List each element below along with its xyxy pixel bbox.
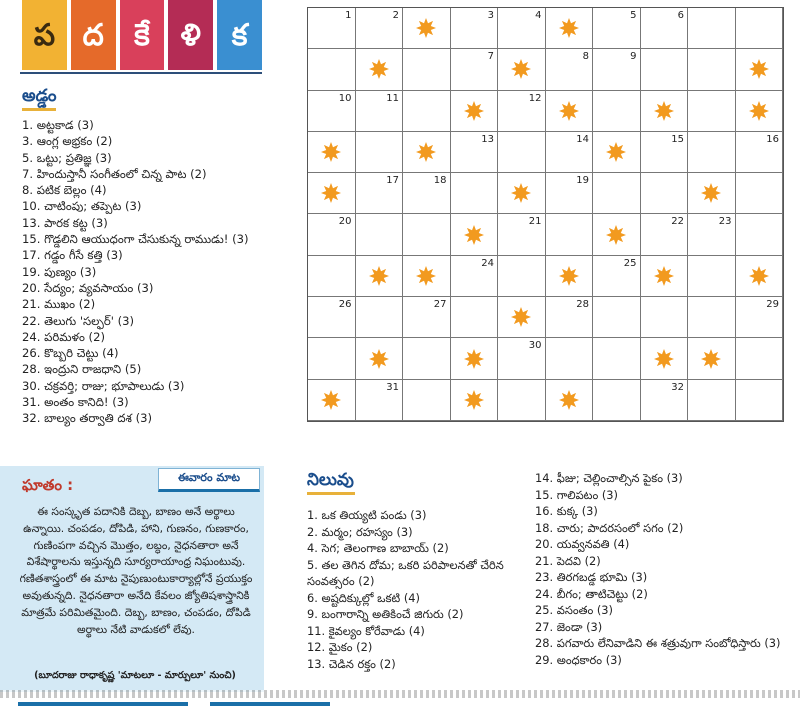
clue-number: 11 bbox=[386, 92, 399, 104]
grid-cell[interactable] bbox=[451, 297, 499, 338]
star-cell bbox=[641, 91, 689, 132]
clue-number: 15 bbox=[671, 133, 684, 145]
title-tile: ప bbox=[22, 0, 67, 70]
clue-number: 21 bbox=[528, 216, 542, 228]
grid-cell[interactable] bbox=[593, 49, 641, 90]
star-cell bbox=[403, 8, 451, 49]
star-cell bbox=[688, 338, 736, 379]
star-cell bbox=[546, 256, 594, 297]
word-of-week-tag: ఈవారం మాట bbox=[158, 468, 260, 492]
across-clue: 10. చాటింపు; తప్పెట (3) bbox=[22, 199, 142, 214]
word-of-week-source: (బూదరాజు రాధాకృష్ణ 'మాటలూ - మార్పులూ' నుంచి) bbox=[34, 670, 236, 681]
clue-number: 1 bbox=[345, 10, 352, 21]
grid-cell[interactable] bbox=[403, 380, 451, 421]
star-icon bbox=[749, 101, 769, 121]
bottom-bar bbox=[210, 702, 330, 706]
clue-number: 25 bbox=[623, 257, 637, 269]
down-clue: 21. పెదవి (2) bbox=[535, 553, 601, 568]
clue-number: 14 bbox=[576, 133, 589, 145]
grid-cell[interactable] bbox=[498, 380, 546, 421]
star-icon bbox=[369, 349, 389, 369]
star-icon bbox=[416, 18, 436, 38]
star-cell bbox=[546, 8, 594, 49]
down-heading-underline bbox=[307, 492, 355, 495]
grid-cell[interactable] bbox=[498, 91, 546, 132]
grid-cell[interactable] bbox=[546, 49, 594, 90]
clue-number: 24 bbox=[481, 257, 494, 269]
across-clue: 28. ఇంద్రుని రాజధాని (5) bbox=[22, 362, 142, 377]
grid-cell[interactable] bbox=[356, 214, 404, 255]
across-clue: 5. ఒట్టు; ప్రతిజ్ఞ (3) bbox=[22, 150, 112, 165]
grid-cell[interactable] bbox=[308, 91, 356, 132]
star-cell bbox=[356, 338, 404, 379]
star-cell bbox=[403, 132, 451, 173]
grid-cell[interactable] bbox=[403, 173, 451, 214]
star-icon bbox=[511, 59, 531, 79]
grid-cell[interactable] bbox=[641, 173, 689, 214]
grid-cell[interactable] bbox=[356, 380, 404, 421]
clue-number: 7 bbox=[487, 51, 494, 63]
star-cell bbox=[451, 380, 499, 421]
across-clue: 1. అట్టకాడ (3) bbox=[22, 118, 94, 132]
grid-cell[interactable] bbox=[688, 8, 736, 49]
word-of-week-box bbox=[0, 466, 264, 692]
title-tile: క bbox=[217, 0, 262, 70]
down-clue-list-2 bbox=[535, 470, 797, 668]
down-clue-list-1 bbox=[307, 507, 532, 672]
down-clue: 25. వసంతం (3) bbox=[535, 603, 613, 617]
star-icon bbox=[321, 183, 341, 203]
across-clue: 19. పుణ్యం (3) bbox=[22, 264, 97, 279]
grid-cell[interactable] bbox=[593, 91, 641, 132]
grid-cell[interactable] bbox=[546, 338, 594, 379]
grid-cell[interactable] bbox=[546, 173, 594, 214]
grid-cell[interactable] bbox=[308, 49, 356, 90]
grid-cell[interactable] bbox=[593, 380, 641, 421]
clue-number: 12 bbox=[528, 92, 542, 104]
star-cell bbox=[498, 297, 546, 338]
grid-cell[interactable] bbox=[451, 256, 499, 297]
star-cell bbox=[451, 338, 499, 379]
clue-number: 17 bbox=[386, 175, 399, 187]
grid-cell[interactable] bbox=[403, 214, 451, 255]
grid-cell[interactable] bbox=[736, 8, 784, 49]
word-of-week-text: ఈ సంస్కృత పదానికి దెబ్బ, బాణం అనే అర్థాలు ఉన్నాయి. చంపడం, దోపిడి, హాని, గుణనం, గుణకారం, గుణింపగా వచ్చిన మొత్తం, లబ్ధం, నైధనతారా అనే విశేషార్థాలను ఇస్తున్నది సూర్యరాయాంధ్ర నిఘంటువు. గణితశాస్త్రంలో ఈ మాట నైపుణుంటుకార్యాల్లోనే ప్రయుక్తం అవుతున్నది. నైధనతారా అనేది కేవలం జ్యోతిషశాస్త్రానికి మాత్రమే పరిమితమైంది. దెబ్బ, బాణం, చంపడం, దోపిడి అర్థాలు నేటి వాడుకలో లేవు. bbox=[19, 505, 253, 636]
star-icon bbox=[749, 59, 769, 79]
star-icon bbox=[369, 59, 389, 79]
star-icon bbox=[464, 390, 484, 410]
grid-cell[interactable] bbox=[736, 338, 784, 379]
grid-cell[interactable] bbox=[498, 132, 546, 173]
grid-cell[interactable] bbox=[688, 297, 736, 338]
across-clue: 17. గడ్డం గీసే కత్తి (3) bbox=[22, 248, 123, 263]
down-clue: 6. అష్టదిక్కుల్లో ఒకటి (4) bbox=[307, 590, 420, 605]
down-clue: 13. చెడిన రక్తం (2) bbox=[307, 656, 396, 671]
grid-cell[interactable] bbox=[451, 49, 499, 90]
grid-cell[interactable] bbox=[403, 49, 451, 90]
grid-cell[interactable] bbox=[451, 173, 499, 214]
grid-cell[interactable] bbox=[498, 256, 546, 297]
title-tile: కే bbox=[120, 0, 165, 70]
down-clue: 2. మర్మం; రహస్యం (3) bbox=[307, 524, 413, 539]
grid-cell[interactable] bbox=[308, 297, 356, 338]
clue-number: 28 bbox=[576, 299, 589, 311]
star-icon bbox=[321, 142, 341, 162]
down-clue: 24. బీగం; తాటిచెట్టు (2) bbox=[535, 586, 648, 601]
down-clue: 20. యవ్వనవతి (4) bbox=[535, 537, 630, 551]
across-clue: 22. తెలుగు 'సల్ఫర్' (3) bbox=[22, 313, 135, 328]
clue-number: 20 bbox=[338, 216, 352, 228]
across-heading: అడ్డం bbox=[22, 86, 57, 106]
grid-cell[interactable] bbox=[688, 49, 736, 90]
clue-number: 16 bbox=[766, 133, 779, 145]
down-clue: 5. తల తెగిన దోమ; ఒకరి పరిపాలనతో చేరిన సంవత్సరం (2) bbox=[307, 557, 504, 588]
star-cell bbox=[308, 380, 356, 421]
clue-number: 4 bbox=[535, 10, 542, 21]
grid-cell[interactable] bbox=[593, 173, 641, 214]
clue-number: 32 bbox=[671, 381, 684, 393]
grid-cell[interactable] bbox=[451, 132, 499, 173]
grid-cell[interactable] bbox=[403, 297, 451, 338]
title-underline bbox=[20, 72, 262, 74]
star-icon bbox=[654, 349, 674, 369]
clue-number: 23 bbox=[718, 216, 732, 228]
across-clue: 21. ముఖం (2) bbox=[22, 297, 96, 312]
across-clue: 7. హిందుస్తానీ సంగీతంలో చిన్న పాట (2) bbox=[22, 166, 207, 181]
clue-number: 13 bbox=[481, 133, 494, 145]
title-tile: ళి bbox=[168, 0, 213, 70]
clue-number: 18 bbox=[433, 175, 447, 187]
star-icon bbox=[511, 183, 531, 203]
star-cell bbox=[308, 132, 356, 173]
across-clue: 30. చక్రవర్తి; రాజు; భూపాలుడు (3) bbox=[22, 378, 185, 393]
across-clue-list bbox=[22, 117, 292, 427]
grid-cell[interactable] bbox=[736, 380, 784, 421]
title-tiles bbox=[22, 0, 262, 70]
grid-cell[interactable] bbox=[593, 8, 641, 49]
star-cell bbox=[498, 49, 546, 90]
star-cell bbox=[451, 91, 499, 132]
star-cell bbox=[498, 173, 546, 214]
star-icon bbox=[464, 225, 484, 245]
grid-cell[interactable] bbox=[641, 214, 689, 255]
star-cell bbox=[641, 338, 689, 379]
grid-cell[interactable] bbox=[498, 8, 546, 49]
across-clue: 24. పరిమళం (2) bbox=[22, 329, 105, 344]
grid-cell[interactable] bbox=[641, 297, 689, 338]
grid-cell[interactable] bbox=[736, 173, 784, 214]
clue-number: 31 bbox=[386, 381, 399, 393]
grid-cell[interactable] bbox=[308, 338, 356, 379]
word-of-week-title: ఘాతం : bbox=[22, 476, 74, 494]
star-cell bbox=[593, 214, 641, 255]
grid-cell[interactable] bbox=[593, 256, 641, 297]
down-clue: 14. ఫీజు; చెల్లించాల్సిన పైకం (3) bbox=[535, 471, 683, 485]
grid-cell[interactable] bbox=[403, 91, 451, 132]
star-icon bbox=[321, 390, 341, 410]
clue-number: 29 bbox=[766, 299, 779, 311]
clue-number: 5 bbox=[630, 10, 637, 21]
star-icon bbox=[559, 18, 579, 38]
down-clue: 29. అంధకారం (3) bbox=[535, 652, 622, 667]
star-icon bbox=[464, 349, 484, 369]
down-clue: 12. మైకం (2) bbox=[307, 640, 373, 654]
down-clue: 27. జెండా (3) bbox=[535, 619, 603, 634]
star-cell bbox=[308, 173, 356, 214]
grid-cell[interactable] bbox=[641, 380, 689, 421]
down-clue: 23. తిరగబడ్డ భూమి (3) bbox=[535, 570, 648, 584]
across-clue: 8. పటిక బెల్లం (4) bbox=[22, 183, 107, 198]
grid-cell[interactable] bbox=[308, 214, 356, 255]
clue-number: 9 bbox=[630, 51, 637, 63]
clue-number: 30 bbox=[528, 340, 542, 352]
star-icon bbox=[654, 101, 674, 121]
down-clue: 16. కుక్క (3) bbox=[535, 504, 598, 518]
across-clue: 3. ఆంగ్ల అభ్రకం (2) bbox=[22, 134, 113, 149]
across-clue: 13. పారక కట్ట (3) bbox=[22, 215, 108, 230]
down-clue: 4. సెగ; తెలంగాణ బాబాయ్ (2) bbox=[307, 541, 449, 555]
grid-cell[interactable] bbox=[688, 214, 736, 255]
down-clue: 1. ఒక తియ్యటి పండు (3) bbox=[307, 508, 427, 522]
across-clue: 31. అంతం కానిది! (3) bbox=[22, 395, 129, 410]
grid-cell[interactable] bbox=[403, 338, 451, 379]
across-clue: 20. సేద్యం; వ్యవసాయం (3) bbox=[22, 280, 154, 295]
clue-number: 6 bbox=[677, 10, 684, 21]
star-cell bbox=[356, 49, 404, 90]
down-heading: నిలువు bbox=[307, 470, 354, 490]
bottom-bar bbox=[18, 702, 188, 706]
star-icon bbox=[511, 307, 531, 327]
clue-number: 26 bbox=[338, 299, 352, 311]
grid-cell[interactable] bbox=[688, 132, 736, 173]
star-icon bbox=[559, 266, 579, 286]
down-clue: 28. పగవారు లేనివాడిని ఈ శత్రువుగా సంబోధిస్తారు (3) bbox=[535, 636, 781, 650]
grid-cell[interactable] bbox=[546, 297, 594, 338]
star-icon bbox=[464, 101, 484, 121]
grid-cell[interactable] bbox=[451, 8, 499, 49]
star-icon bbox=[559, 390, 579, 410]
clue-number: 3 bbox=[487, 10, 494, 21]
grid-cell[interactable] bbox=[593, 297, 641, 338]
star-icon bbox=[749, 266, 769, 286]
grid-cell[interactable] bbox=[356, 8, 404, 49]
across-clue: 32. బాల్యం తర్వాతి దశ (3) bbox=[22, 411, 153, 426]
star-cell bbox=[736, 91, 784, 132]
star-icon bbox=[416, 142, 436, 162]
clue-number: 22 bbox=[671, 216, 684, 228]
star-icon bbox=[559, 101, 579, 121]
grid-cell[interactable] bbox=[308, 8, 356, 49]
grid-cell[interactable] bbox=[498, 214, 546, 255]
across-heading-underline bbox=[22, 108, 56, 111]
star-cell bbox=[688, 173, 736, 214]
star-cell bbox=[736, 49, 784, 90]
star-cell bbox=[546, 380, 594, 421]
grid-cell[interactable] bbox=[356, 297, 404, 338]
star-icon bbox=[606, 225, 626, 245]
grid-cell[interactable] bbox=[736, 297, 784, 338]
clue-number: 19 bbox=[576, 175, 589, 187]
grid-cell[interactable] bbox=[356, 173, 404, 214]
grid-cell[interactable] bbox=[546, 214, 594, 255]
grid-cell[interactable] bbox=[688, 256, 736, 297]
bottom-border bbox=[0, 690, 800, 698]
grid-cell[interactable] bbox=[356, 91, 404, 132]
grid-cell[interactable] bbox=[641, 8, 689, 49]
star-icon bbox=[416, 266, 436, 286]
clue-number: 2 bbox=[392, 10, 399, 21]
down-clue: 11. కైవల్యం కోరేవాడు (4) bbox=[307, 623, 425, 638]
star-cell bbox=[403, 256, 451, 297]
star-icon bbox=[701, 349, 721, 369]
across-clue: 15. గొడ్డలిని ఆయుధంగా చేసుకున్న రాముడు! (3) bbox=[22, 232, 249, 247]
clue-number: 10 bbox=[338, 92, 352, 104]
star-icon bbox=[701, 183, 721, 203]
grid-cell[interactable] bbox=[641, 132, 689, 173]
grid-cell[interactable] bbox=[688, 91, 736, 132]
star-cell bbox=[593, 132, 641, 173]
grid-cell[interactable] bbox=[593, 338, 641, 379]
star-icon bbox=[606, 142, 626, 162]
grid-cell[interactable] bbox=[688, 380, 736, 421]
star-cell bbox=[451, 214, 499, 255]
star-icon bbox=[654, 266, 674, 286]
star-icon bbox=[369, 266, 389, 286]
down-clue: 18. చారు; పాదరసంలో సగం (2) bbox=[535, 520, 684, 535]
down-clue: 15. గాలిపటం (3) bbox=[535, 487, 618, 502]
clue-number: 27 bbox=[433, 299, 447, 311]
star-cell bbox=[641, 256, 689, 297]
star-cell bbox=[736, 256, 784, 297]
crossword-grid bbox=[307, 7, 784, 422]
clue-number: 8 bbox=[582, 51, 589, 63]
grid-cell[interactable] bbox=[736, 132, 784, 173]
grid-cell[interactable] bbox=[641, 49, 689, 90]
star-cell bbox=[546, 91, 594, 132]
grid-cell[interactable] bbox=[546, 132, 594, 173]
down-clue: 9. బంగారాన్ని అతికించే జిగురు (2) bbox=[307, 607, 464, 621]
grid-cell[interactable] bbox=[356, 132, 404, 173]
star-cell bbox=[356, 256, 404, 297]
grid-cell[interactable] bbox=[736, 214, 784, 255]
grid-cell[interactable] bbox=[498, 338, 546, 379]
grid-cell[interactable] bbox=[308, 256, 356, 297]
across-clue: 26. కొబ్బరి చెట్టు (4) bbox=[22, 346, 119, 361]
title-tile: ద bbox=[71, 0, 116, 70]
